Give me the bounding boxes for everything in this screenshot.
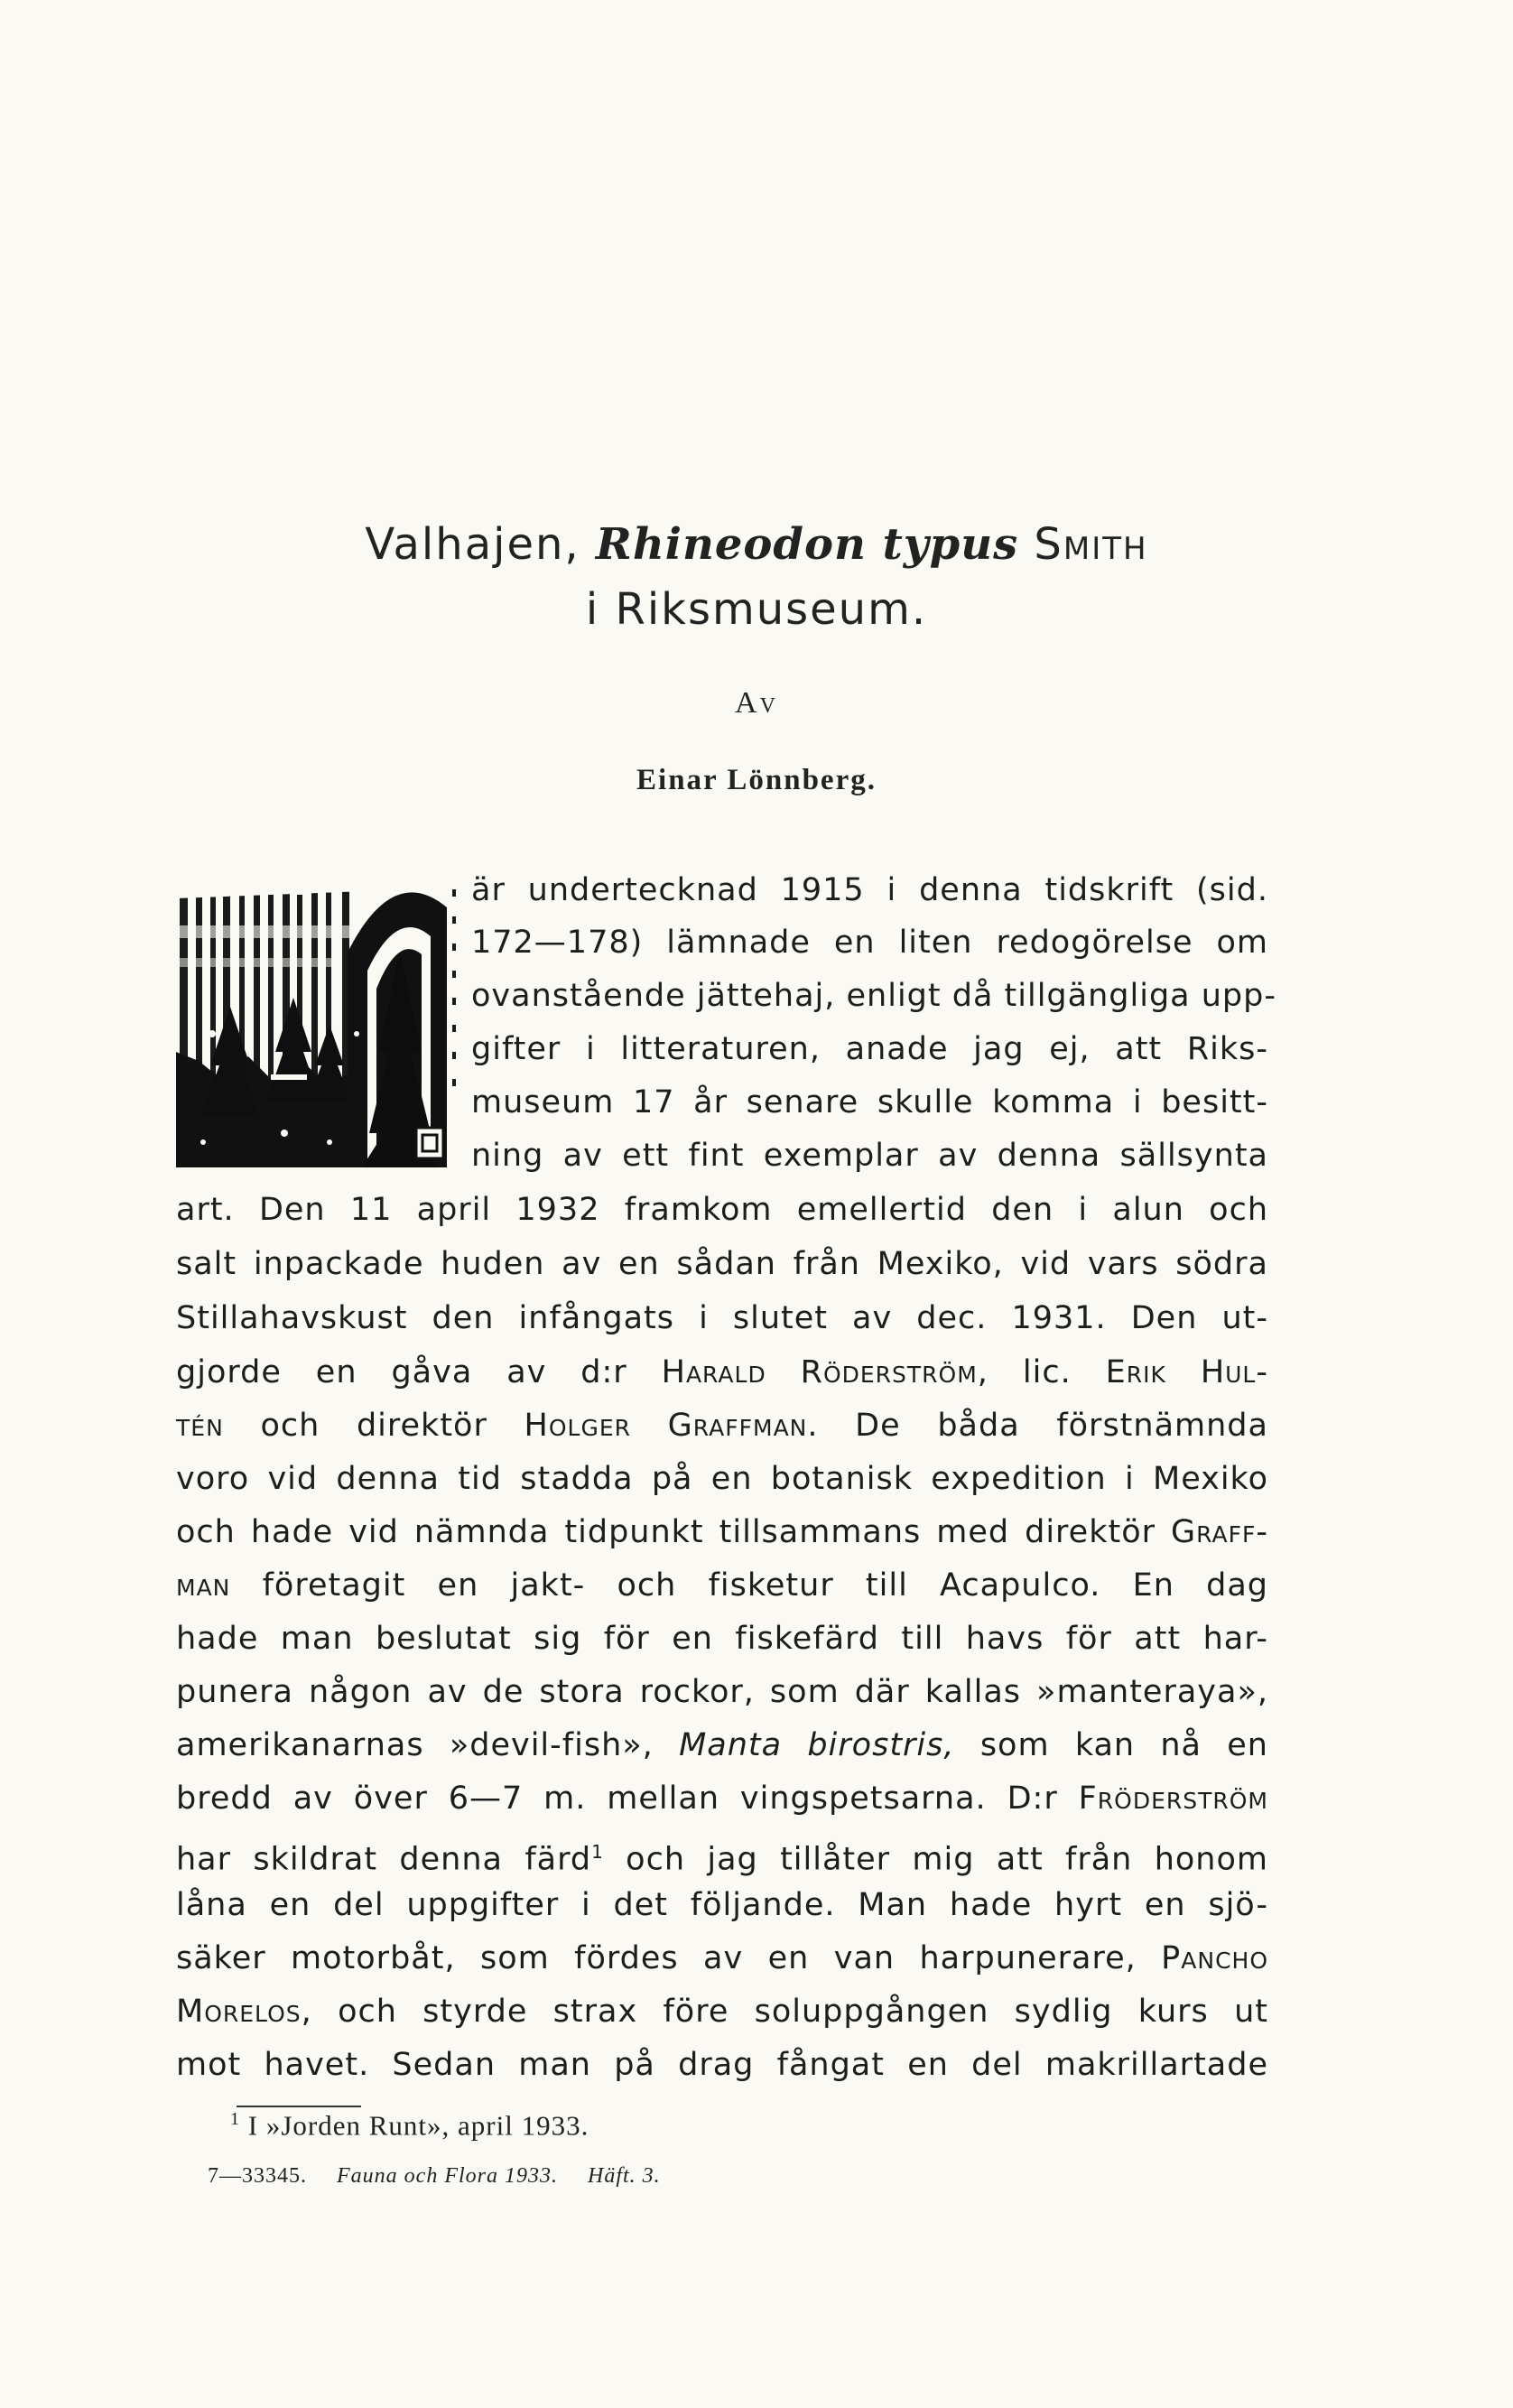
byline: Av [735,686,778,720]
title-authority: Smith [1034,519,1148,570]
body-line-15: hade man beslutat sig för en fiskefärd till havs för att har- [176,1621,1268,1657]
body-line-22-b: och styrde strax före soluppgången sydlig kurs ut [338,1994,1268,2030]
person-name-pancho: Pancho [1161,1940,1268,1976]
article-title [0,518,1513,571]
person-name-morelos: Morelos, [176,1994,312,2030]
body-line-22 [176,1994,1268,2030]
body-line-11 [176,1408,1268,1444]
body-line-19 [176,1834,1268,1878]
body-line-2: 172—178) lämnade en liten redogörelse om [471,925,1268,961]
footnote-rule [237,2106,361,2107]
person-name-graffman-start: Graff- [1171,1514,1268,1550]
body-line-17 [176,1727,1268,1763]
title-prefix: Valhajen, [365,519,580,570]
body-line-18-a: bredd av över 6—7 m. mellan vingspetsarna. D:r [176,1780,1058,1817]
body-line-17-c: som kan nå en [979,1727,1268,1763]
body-line-10-c: lic. [1022,1354,1072,1390]
body-line-23: mot havet. Sedan man på drag fångat en del makrillartade [176,2047,1268,2083]
species-manta: Manta birostris, [679,1727,955,1763]
body-line-6: ning av ett fint exemplar av denna sällsynta [471,1138,1268,1174]
body-line-19-a: har skildrat denna färd [176,1841,592,1878]
body-line-14 [176,1567,1268,1604]
footnote-marker: 1 [230,2109,240,2129]
body-line-11-d: De båda förstnämnda [855,1408,1268,1444]
body-line-9: Stillahavskust den infångats i slutet av dec. 1931. Den ut- [176,1300,1268,1336]
body-line-1: är undertecknad 1915 i denna tidskrift (sid. [471,872,1268,908]
person-name-harald: Harald Röderström, [661,1354,989,1390]
body-line-14-b: företagit en jakt- och fisketur till Acapulco. En dag [262,1567,1268,1604]
body-line-5: museum 17 år senare skulle komma i besitt- [471,1084,1268,1120]
body-line-13-a: och hade vid nämnda tidpunkt tillsammans med direktör [176,1514,1156,1550]
body-line-10 [176,1354,1268,1390]
body-line-7: art. Den 11 april 1932 framkom emellertid den i alun och [176,1192,1268,1228]
author-name: Einar Lönnberg. [636,764,877,796]
article-title-line2: i Riksmuseum. [585,584,928,635]
body-line-3: ovanstående jättehaj, enligt då tillgängliga upp- [471,978,1276,1014]
body-line-11-b: och direktör [260,1408,487,1444]
woodcut-initial-image [176,871,461,1167]
body-line-13 [176,1514,1268,1550]
body-line-19-b: och jag tillåter mig att från honom [626,1841,1268,1878]
footnote-ref: 1 [591,1841,604,1863]
person-name-hulten-end: tén [176,1408,224,1444]
imprint-issue: Häft. 3. [587,2164,661,2188]
person-name-erik: Erik Hul- [1105,1354,1268,1390]
person-name-froderstrom: Fröderström [1078,1780,1268,1817]
body-line-18 [176,1780,1268,1817]
footnote-text: I »Jorden Runt», april 1933. [247,2109,589,2142]
body-line-10-a: gjorde en gåva av d:r [176,1354,627,1390]
imprint-number: 7—33345. [208,2164,307,2188]
body-line-8: salt inpackade huden av en sådan från Mexiko, vid vars södra [176,1246,1268,1282]
body-line-12: voro vid denna tid stadda på en botanisk expedition i Mexiko [176,1461,1268,1497]
title-species: Rhineodon typus [595,519,1019,570]
imprint-line [208,2164,661,2189]
footnote [230,2109,589,2142]
imprint-journal: Fauna och Flora 1933. [337,2164,558,2188]
body-line-17-a: amerikanarnas »devil-fish», [176,1727,654,1763]
body-line-20: låna en del uppgifter i det följande. Man hade hyrt en sjö- [176,1887,1268,1923]
body-line-16: punera någon av de stora rockor, som där kallas »manteraya», [176,1674,1268,1710]
person-name-holger: Holger Graffman. [524,1408,819,1444]
body-line-4: gifter i litteraturen, anade jag ej, att Riks- [471,1031,1268,1067]
person-name-graffman-end: man [176,1567,231,1604]
body-line-21 [176,1940,1268,1976]
body-line-21-a: säker motorbåt, som fördes av en van harpunerare, [176,1940,1137,1976]
